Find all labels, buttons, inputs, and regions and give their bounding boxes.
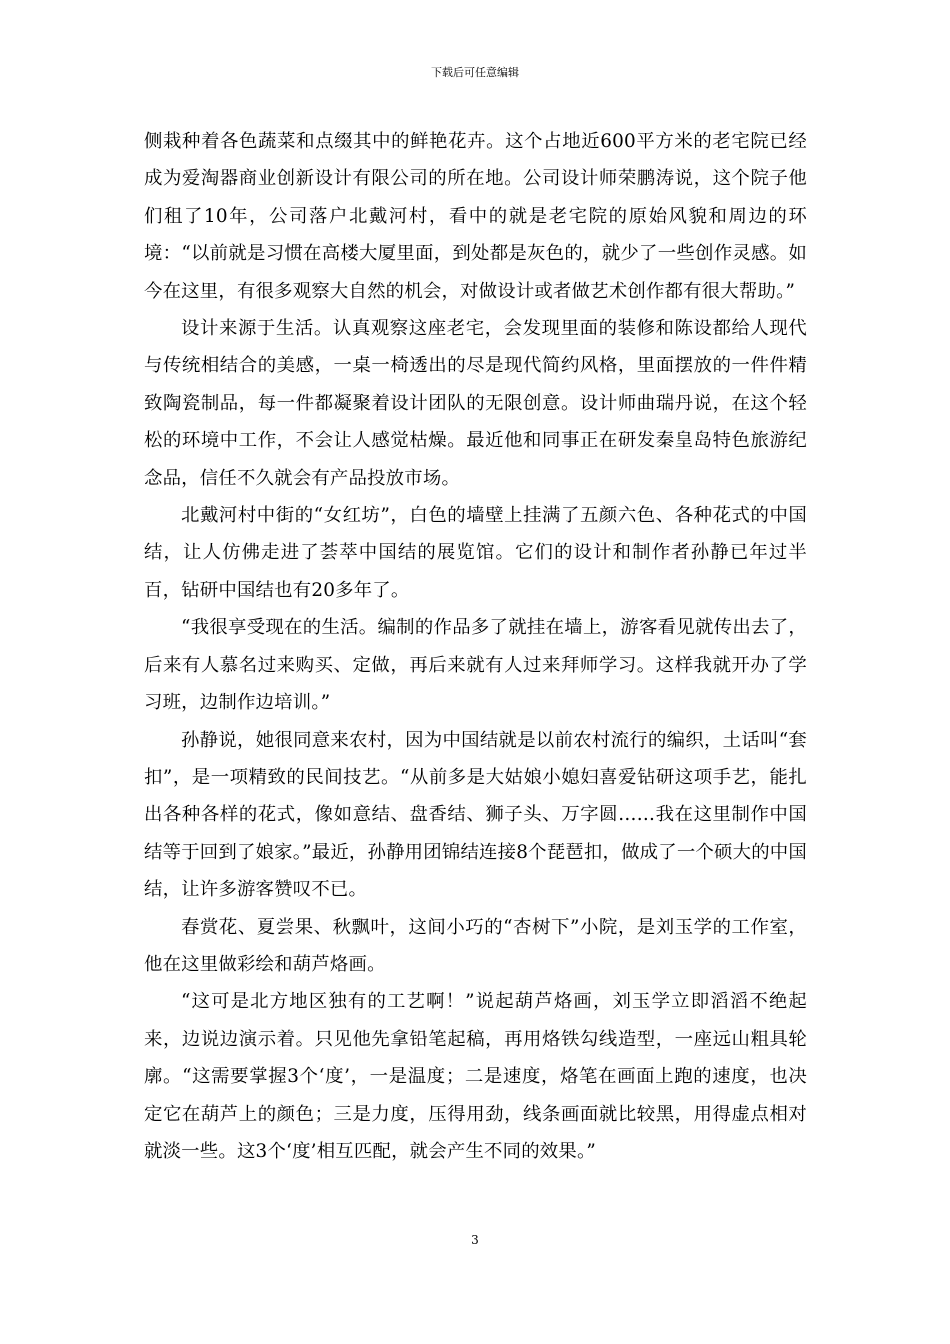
paragraph: “我很享受现在的生活。编制的作品多了就挂在墙上，游客看见就传出去了，后来有人慕名过来购买、定做，再后来就有人过来拜师学习。这样我就开办了学习班，边制作边培训。” — [144, 617, 807, 714]
page-header: 下载后可任意编辑 — [431, 66, 519, 79]
paragraph: 春赏花、夏尝果、秋飘叶，这间小巧的“杏树下”小院，是刘玉学的工作室，他在这里做彩绘和葫芦烙画。 — [144, 916, 807, 975]
paragraph: 设计来源于生活。认真观察这座老宅，会发现里面的装修和陈设都给人现代与传统相结合的美感，一桌一椅透出的尽是现代简约风格，里面摆放的一件件精致陶瓷制品，每一件都凝聚着设计团队的无限创意。设计师曲瑞丹说，在这个轻松的环境中工作，不会让人感觉枯燥。最近他和同事正在研发秦皇岛特色旅游纪念品，信任不久就会有产品投放市场。 — [144, 318, 807, 489]
paragraph: 北戴河村中街的“女红坊”，白色的墙壁上挂满了五颜六色、各种花式的中国结，让人仿佛走进了荟萃中国结的展览馆。它们的设计和制作者孙静已年过半百，钻研中国结也有20多年了。 — [144, 505, 807, 601]
page-number: 3 — [471, 1233, 479, 1247]
paragraph: “这可是北方地区独有的工艺啊！”说起葫芦烙画，刘玉学立即滔滔不绝起来，边说边演示着。只见他先拿铅笔起稿，再用烙铁勾线造型，一座远山粗具轮廓。“这需要掌握3个‘度’，一是温度；二是速度，烙笔在画面上跑的速度，也决定它在葫芦上的颜色；三是力度，压得用劲，线条画面就比较黑，用得虚点相对就淡一些。这3个‘度’相互匹配，就会产生不同的效果。” — [144, 991, 807, 1162]
paragraph-continued: 侧栽种着各色蔬菜和点缀其中的鲜艳花卉。这个占地近600平方米的老宅院已经成为爱淘器商业创新设计有限公司的所在地。公司设计师荣鹏涛说，这个院子他们租了10年，公司落户北戴河村，看中的就是老宅院的原始风貌和周边的环境：“以前就是习惯在高楼大厦里面，到处都是灰色的，就少了一些创作灵感。如今在这里，有很多观察大自然的机会，对做设计或者做艺术创作都有很大帮助。” — [144, 131, 807, 302]
document-body — [144, 123, 807, 1170]
paragraph: 孙静说，她很同意来农村，因为中国结就是以前农村流行的编织，土话叫“套扣”，是一项精致的民间技艺。“从前多是大姑娘小媳妇喜爱钻研这项手艺，能扎出各种各样的花式，像如意结、盘香结、狮子头、万字圆……我在这里制作中国结等于回到了娘家。”最近，孙静用团锦结连接8个琵琶扣，做成了一个硕大的中国结，让许多游客赞叹不已。 — [144, 729, 807, 901]
